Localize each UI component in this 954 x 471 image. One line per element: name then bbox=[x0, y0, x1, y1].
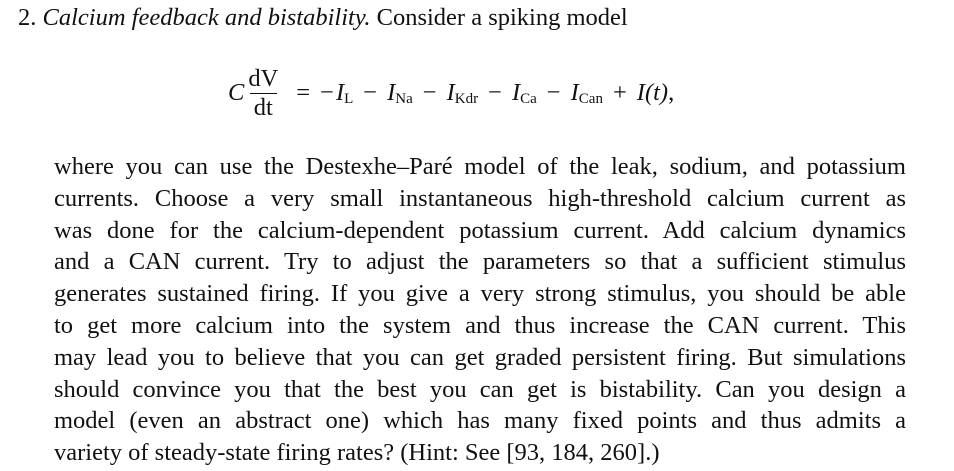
membrane-equation bbox=[228, 60, 674, 126]
term-kdr-subscript: Kdr bbox=[454, 90, 479, 107]
body-line: variety of steady-state firing rates? (Hint: See [93, 184, 260].) bbox=[54, 439, 660, 467]
equation-comma: , bbox=[668, 79, 675, 106]
body-line: to get more calcium into the system and thus increase the CAN current. This bbox=[54, 311, 906, 339]
term-leak-sign: − bbox=[320, 79, 334, 106]
term-leak-subscript: L bbox=[344, 90, 354, 107]
term-na-sign: − bbox=[363, 79, 378, 106]
problem-heading bbox=[18, 2, 628, 34]
term-can-subscript: Can bbox=[578, 90, 603, 107]
problem-title: Calcium feedback and bistability. bbox=[42, 4, 371, 31]
problem-number: 2. bbox=[18, 4, 37, 31]
capacitance-symbol: C bbox=[228, 79, 245, 106]
equals-sign: = bbox=[296, 79, 311, 106]
derivative-fraction bbox=[246, 65, 280, 122]
body-line: model (even an abstract one) which has many fixed points and thus admits a bbox=[54, 407, 906, 435]
problem-intro: Consider a spiking model bbox=[376, 4, 628, 31]
term-can-sign: − bbox=[546, 79, 561, 106]
body-line: was done for the calcium-dependent potassium current. Add calcium dynamics bbox=[54, 216, 906, 244]
term-na-symbol: I bbox=[387, 79, 396, 106]
body-line: where you can use the Destexhe–Paré model of the leak, sodium, and potassium bbox=[54, 153, 906, 180]
body-line: generates sustained firing. If you give a very strong stimulus, you should be able bbox=[54, 280, 906, 308]
term-ca-subscript: Ca bbox=[520, 90, 537, 107]
body-line: may lead you to believe that you can get graded persistent firing. But simulations bbox=[54, 343, 906, 371]
term-kdr-sign: − bbox=[422, 79, 437, 106]
body-line: should convince you that the best you can get is bistability. Can you design a bbox=[54, 375, 906, 403]
stimulus-term: I(t) bbox=[636, 79, 669, 106]
plus-sign: + bbox=[612, 79, 627, 106]
derivative-numerator: dV bbox=[248, 64, 279, 92]
term-kdr-symbol: I bbox=[446, 79, 455, 106]
term-na-subscript: Na bbox=[395, 90, 413, 107]
term-ca-symbol: I bbox=[511, 79, 521, 106]
derivative-denominator: dt bbox=[250, 93, 277, 122]
term-ca-sign: − bbox=[488, 79, 502, 106]
body-line: currents. Choose a very small instantaneous high-threshold calcium current as bbox=[54, 184, 906, 212]
problem-body bbox=[54, 151, 906, 469]
term-leak-symbol: I bbox=[335, 79, 345, 106]
body-line: and a CAN current. Try to adjust the parameters so that a sufficient stimulus bbox=[54, 248, 906, 276]
term-can-symbol: I bbox=[570, 79, 579, 106]
